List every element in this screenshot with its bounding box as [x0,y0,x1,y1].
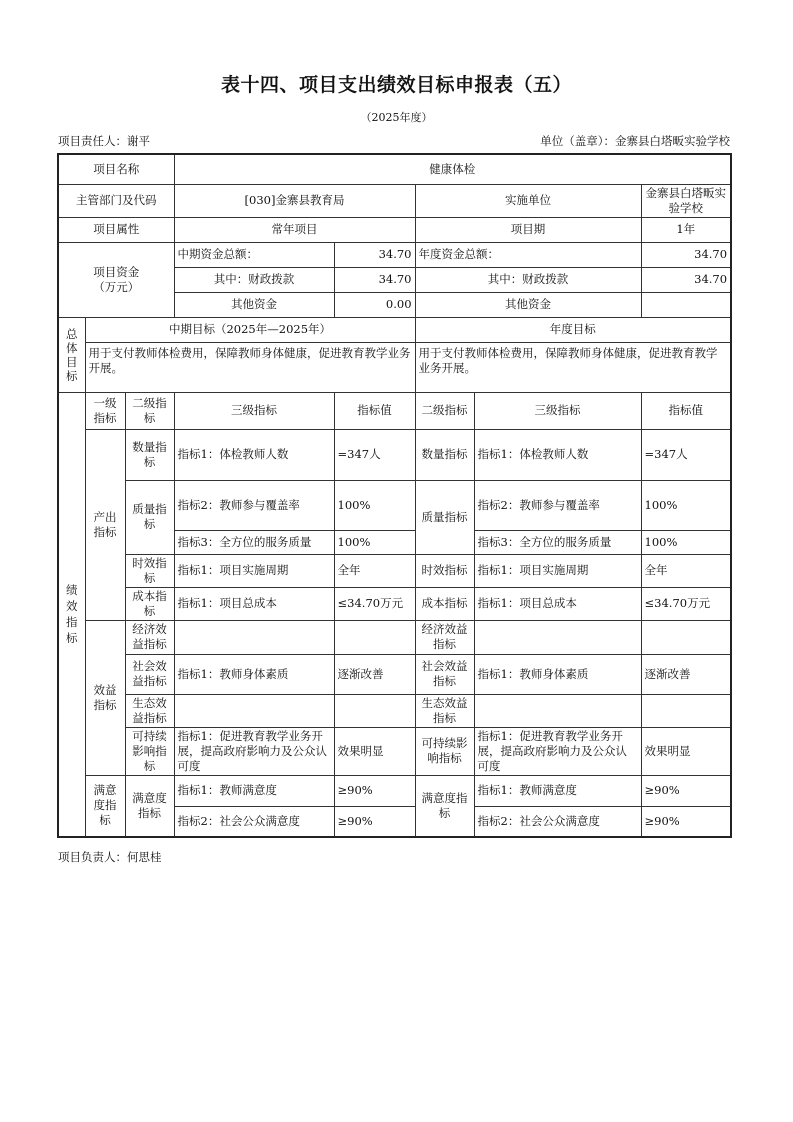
period-label: 项目期 [415,217,641,242]
attr-value: 常年项目 [174,217,415,242]
impl-label: 实施单位 [415,184,641,217]
table-cell: 质量指标 [125,480,174,554]
table-cell: 满意度指标 [415,775,474,837]
table-cell: ≥90% [641,806,731,837]
header-level2: 二级指标 [125,392,174,429]
output-indicator-label: 产出指标 [85,429,125,620]
header-value-year: 指标值 [641,392,731,429]
header-level2-year: 二级指标 [415,392,474,429]
table-cell: 指标1：促进教育教学业务开展，提高政府影响力及公众认可度 [174,727,334,775]
mid-fiscal-value: 34.70 [334,267,415,292]
mid-goal-header: 中期目标（2025年—2025年） [85,317,415,342]
period-value: 1年 [641,217,731,242]
header-level3-year: 三级指标 [474,392,641,429]
table-cell [641,694,731,727]
table-cell: 100% [334,530,415,554]
mid-fiscal-label: 其中：财政拨款 [174,267,334,292]
table-cell: =347人 [641,429,731,480]
table-cell: 全年 [334,554,415,587]
table-cell [334,694,415,727]
dept-label: 主管部门及代码 [58,184,174,217]
table-cell: ≤34.70万元 [334,587,415,620]
benefit-indicator-label: 效益指标 [85,620,125,775]
unit-stamp: 单位（盖章）：金寨县白塔畈实验学校 [540,134,730,148]
project-name-label: 项目名称 [58,154,174,184]
overall-goal-side-label: 总 体 目 标 [58,317,85,392]
table-cell: 指标1：项目实施周期 [474,554,641,587]
table-cell: 数量指标 [125,429,174,480]
table-cell [474,620,641,654]
table-cell: 指标1：体检教师人数 [474,429,641,480]
table-cell: ≤34.70万元 [641,587,731,620]
table-cell: 指标1：项目实施周期 [174,554,334,587]
table-cell: 100% [641,480,731,530]
table-cell: 指标1：教师身体素质 [174,654,334,694]
year-other-value [641,292,731,317]
table-cell: 全年 [641,554,731,587]
table-cell: ≥90% [334,775,415,806]
table-cell: 可持续影响指标 [125,727,174,775]
project-name-value: 健康体检 [174,154,731,184]
table-cell: 指标1：教师满意度 [474,775,641,806]
mid-other-value: 0.00 [334,292,415,317]
table-cell: 成本指标 [125,587,174,620]
mid-total-value: 34.70 [334,242,415,267]
table-cell: 指标2：社会公众满意度 [474,806,641,837]
table-cell: 逐渐改善 [334,654,415,694]
table-cell [174,620,334,654]
table-cell: ≥90% [641,775,731,806]
project-owner: 项目负责人：何思桂 [58,850,162,864]
table-cell [174,694,334,727]
year-other-label: 其他资金 [415,292,641,317]
table-cell: 逐渐改善 [641,654,731,694]
mid-other-label: 其他资金 [174,292,334,317]
attr-label: 项目属性 [58,217,174,242]
performance-target-table [57,153,732,838]
table-cell: 效果明显 [641,727,731,775]
year-goal-text: 用于支付教师体检费用，保障教师身体健康，促进教育教学业务开展。 [415,342,731,392]
table-cell: 指标2：教师参与覆盖率 [174,480,334,530]
table-cell: 100% [641,530,731,554]
year-total-label: 年度资金总额： [415,242,641,267]
table-cell: ≥90% [334,806,415,837]
dept-value: [030]金寨县教育局 [174,184,415,217]
table-cell: 社会效益指标 [415,654,474,694]
table-cell: 指标3：全方位的服务质量 [474,530,641,554]
table-cell [334,620,415,654]
header-level1: 一级指标 [85,392,125,429]
table-cell: 经济效益指标 [415,620,474,654]
table-cell: 指标1：教师身体素质 [474,654,641,694]
table-cell: 社会效益指标 [125,654,174,694]
table-cell: 生态效益指标 [125,694,174,727]
table-cell: 经济效益指标 [125,620,174,654]
year-total-value: 34.70 [641,242,731,267]
table-cell: 成本指标 [415,587,474,620]
table-cell: 生态效益指标 [415,694,474,727]
table-cell: 指标1：项目总成本 [474,587,641,620]
year-fiscal-value: 34.70 [641,267,731,292]
table-cell: 满意度指标 [125,775,174,837]
indicator-side-label: 绩 效 指 标 [58,392,85,837]
header-value: 指标值 [334,392,415,429]
impl-value: 金寨县白塔畈实验学校 [641,184,731,217]
table-cell: 时效指标 [415,554,474,587]
table-cell: 指标2：社会公众满意度 [174,806,334,837]
table-cell: 指标1：体检教师人数 [174,429,334,480]
year-fiscal-label: 其中：财政拨款 [415,267,641,292]
responsible-person: 项目责任人：谢平 [58,134,150,148]
mid-goal-text: 用于支付教师体检费用，保障教师身体健康，促进教育教学业务开展。 [85,342,415,392]
table-cell: 指标1：促进教育教学业务开展，提高政府影响力及公众认可度 [474,727,641,775]
table-cell: 指标2：教师参与覆盖率 [474,480,641,530]
table-cell: =347人 [334,429,415,480]
header-level3: 三级指标 [174,392,334,429]
satisfaction-indicator-label: 满意度指标 [85,775,125,837]
table-cell: 100% [334,480,415,530]
page-title: 表十四、项目支出绩效目标申报表（五） [220,74,572,96]
table-cell: 质量指标 [415,480,474,554]
table-cell: 可持续影响指标 [415,727,474,775]
year-goal-header: 年度目标 [415,317,731,342]
report-year: （2025年度） [360,111,433,124]
table-cell: 数量指标 [415,429,474,480]
table-cell: 指标1：项目总成本 [174,587,334,620]
mid-total-label: 中期资金总额： [174,242,334,267]
table-cell: 时效指标 [125,554,174,587]
table-cell [474,694,641,727]
table-cell: 指标1：教师满意度 [174,775,334,806]
funds-label: 项目资金 （万元） [58,242,174,317]
table-cell: 指标3：全方位的服务质量 [174,530,334,554]
table-cell [641,620,731,654]
table-cell: 效果明显 [334,727,415,775]
